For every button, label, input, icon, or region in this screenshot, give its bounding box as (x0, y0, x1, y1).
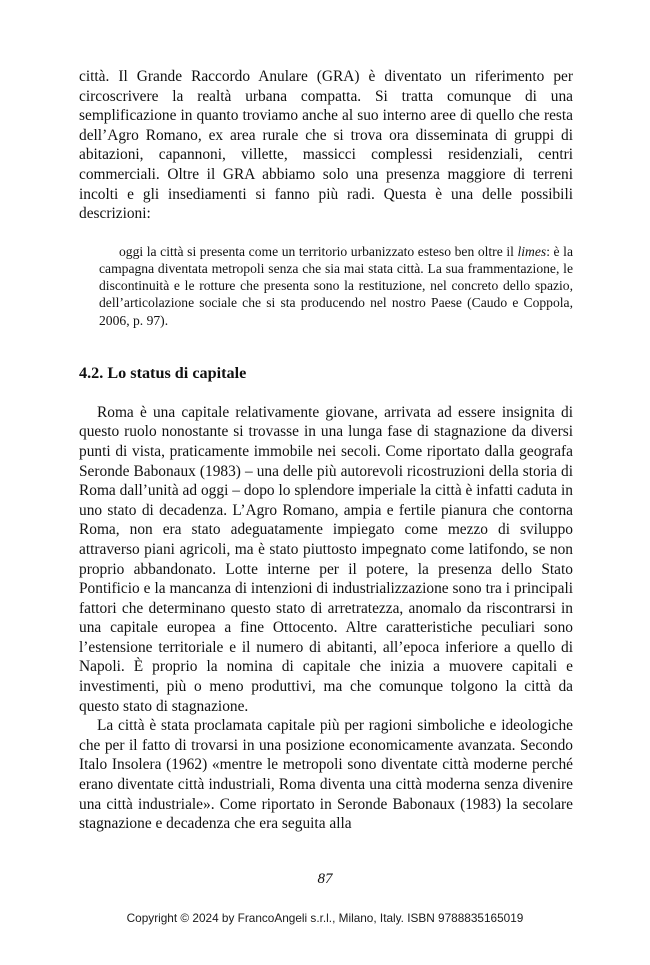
quote-part-1: oggi la città si presenta come un territorio urbanizzato esteso ben oltre il (119, 243, 518, 259)
page-number: 87 (317, 871, 333, 887)
paragraph-3: La città è stata proclamata capitale più per ragioni simboliche e ideologiche che per il fatto di trovarsi in una posizione economicamente avanzata. Secondo Italo Insolera (1962) «mentre le metropoli sono diventate città moderne perché erano diventate città industriali, Roma diventa una città moderna senza divenire una città industriale». Come riportato in Seronde Babonaux (1983) la secolare stagnazione e decadenza che era seguita alla (79, 717, 573, 833)
quote-emphasis: limes (517, 243, 547, 259)
page-body (79, 67, 573, 834)
copyright-notice: Copyright © 2024 by FrancoAngeli s.r.l., Milano, Italy. ISBN 9788835165019 (126, 911, 524, 925)
intro-paragraph: città. Il Grande Raccordo Anulare (GRA) è diventato un riferimento per circoscrivere la realtà urbana compatta. Si tratta comunque di una semplificazione in quanto troviamo anche al suo interno aree di quello che resta dell’Agro Romano, ex area rurale che si trova ora disseminata di gruppi di abitazioni, capannoni, villette, massicci complessi residenziali, centri commerciali. Oltre il GRA abbiamo solo una presenza maggiore di terreni incolti e gli insediamenti si fanno più radi. Questa è una delle possibili descrizioni: (79, 68, 573, 223)
block-quote-text (99, 243, 573, 329)
paragraph-2: Roma è una capitale relativamente giovane, arrivata ad essere insignita di questo ruolo nonostante si trovasse in una lunga fase di stagnazione da diversi punti di vista, praticamente immobile nei secoli. Come riportato dalla geografa Seronde Babonaux (1983) – una delle più autorevoli ricostruzioni della storia di Roma dall’unità ad oggi – dopo lo splendore imperiale la città è infatti caduta in uno stato di decadenza. L’Agro Romano, ampia e fertile pianura che contorna Roma, non era stato adeguatamente impiegato come mezzo di sviluppo attraverso piani agricoli, ma è stato piuttosto impegnato come latifondo, se non proprio abbandonato. Lotte interne per il potere, la presenza dello Stato Pontificio e la mancanza di intenzioni di industrializzazione sono tra i principali fattori che determinano questo stato di arretratezza, anomalo da riscontrarsi in una capitale europea a fine Ottocento. Altre caratteristiche peculiari sono l’estensione territoriale e il numero di abitanti, all’epoca inferiore a quello di Napoli. È proprio la nomina di capitale che inizia a muovere capitali e investimenti, più o meno produttivi, ma che comunque tolgono la città da questo stato di stagnazione. (79, 403, 573, 715)
quote-part-2: : è la campagna diventata metropoli senza che sia mai stata città. La sua frammentazione, le discontinuità e le rotture che presenta sono la restituzione, nel concreto dello spazio, dell’articolazione sociale che si sta producendo nel nostro Paese (Caudo e Coppola, 2006, p. 97). (99, 243, 573, 328)
section-heading: 4.2. Lo status di capitale (79, 363, 247, 382)
block-quote (79, 243, 573, 329)
